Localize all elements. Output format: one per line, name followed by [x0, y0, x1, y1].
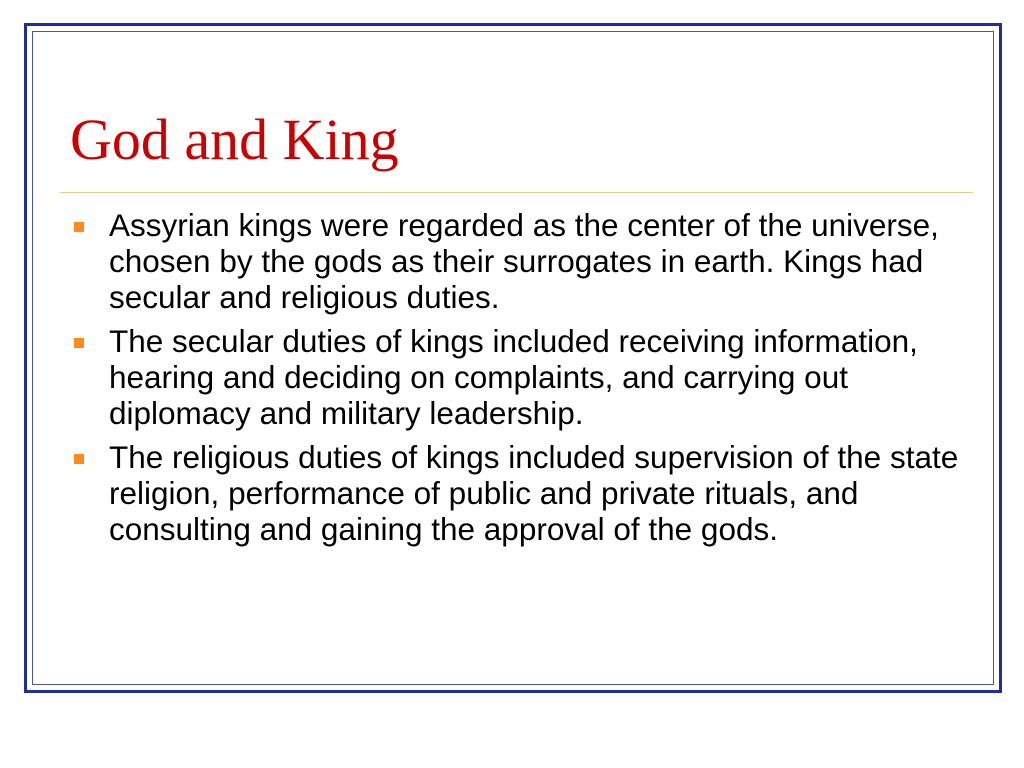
- bullet-text: Assyrian kings were regarded as the center of the universe, chosen by the gods as their surrogates in earth. Kings had secular and religious duties.: [109, 207, 939, 315]
- square-bullet-icon: [74, 222, 84, 232]
- bullet-text: The religious duties of kings included supervision of the state religion, performance of public and private rituals, and consulting and gaining the approval of the gods.: [109, 439, 959, 547]
- square-bullet-icon: [74, 338, 84, 348]
- slide-title: God and King: [70, 107, 399, 172]
- square-bullet-icon: [74, 454, 84, 464]
- bullet-item: [70, 323, 970, 431]
- bullet-text: The secular duties of kings included receiving information, hearing and deciding on complaints, and carrying out diplomacy and military leadership.: [109, 323, 918, 431]
- bullet-item: [70, 207, 970, 315]
- bullet-item: [70, 439, 970, 547]
- title-divider: [60, 192, 973, 193]
- bullet-list: [70, 207, 970, 555]
